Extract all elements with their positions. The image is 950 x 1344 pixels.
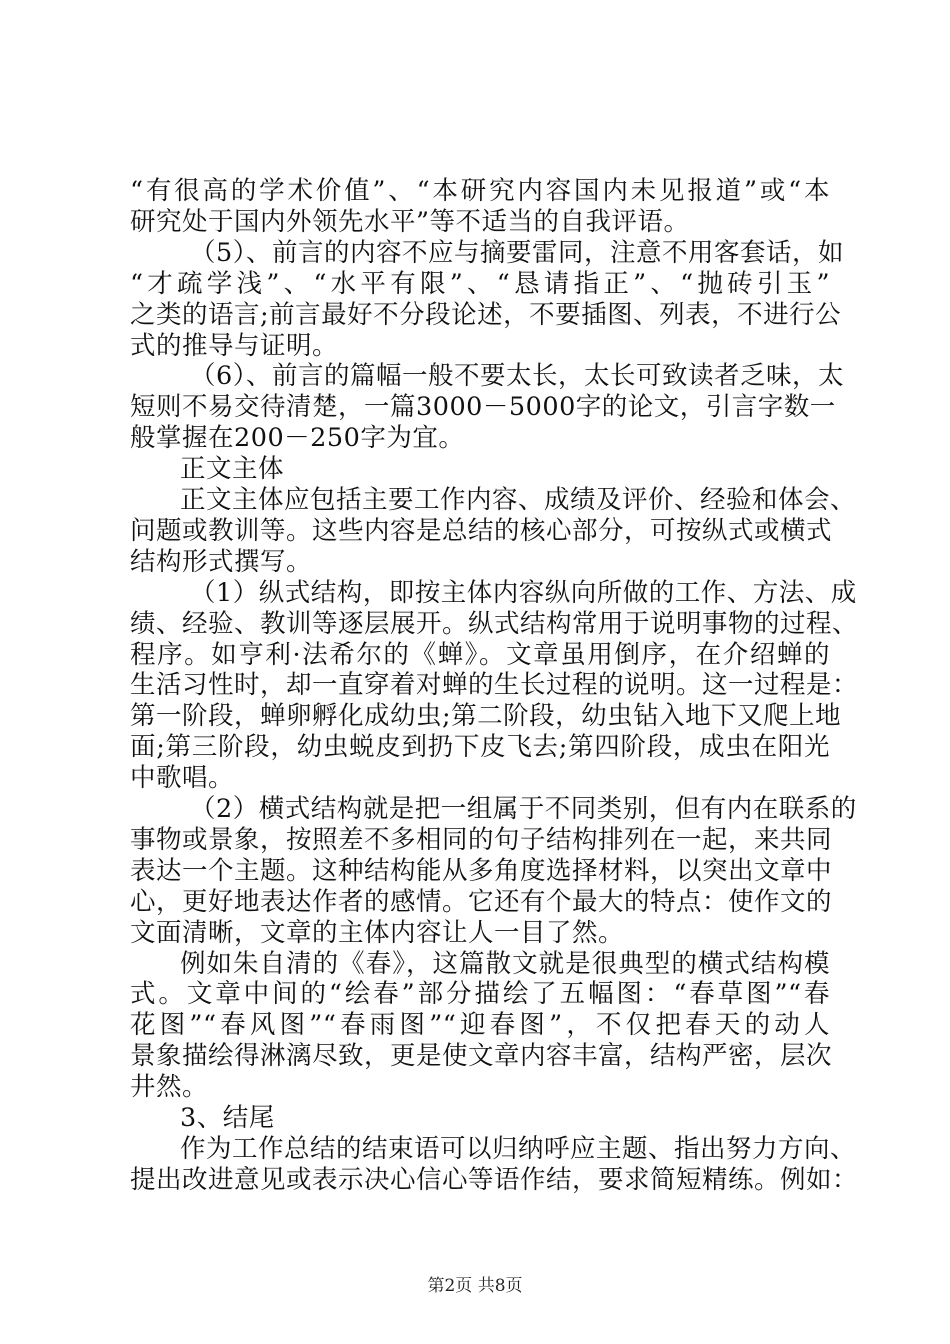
text-line: 式。文章中间的“绘春”部分描绘了五幅图：“春草图”“春: [130, 979, 830, 1010]
text-line: 第一阶段，蝉卵孵化成幼虫;第二阶段，幼虫钻入地下又爬上地: [130, 701, 842, 732]
text-line: 程序。如亨利·法希尔的《蝉》。文章虽用倒序，在介绍蝉的: [130, 639, 830, 670]
text-line: 文面清晰，文章的主体内容让人一目了然。: [130, 917, 625, 948]
text-line: “才疏学浅”、“水平有限”、“恳请指正”、“抛砖引玉”: [130, 268, 830, 299]
text-line: 表达一个主题。这种结构能从多角度选择材料，以突出文章中: [130, 855, 833, 886]
text-line: 般掌握在200－250字为宜。: [130, 423, 465, 454]
text-line: 例如朱自清的《春》，这篇散文就是很典型的横式结构模: [180, 948, 830, 979]
text-line: 花图”“春风图”“春雨图”“迎春图”，不仅把春天的动人: [130, 1010, 830, 1041]
text-line: 短则不易交待清楚，一篇3000－5000字的论文，引言字数一: [130, 392, 836, 423]
text-line: 结构形式撰写。: [130, 546, 313, 577]
text-line: 生活习性时，却一直穿着对蝉的生长过程的说明。这一过程是：: [130, 670, 859, 701]
text-line: 式的推导与证明。: [130, 330, 339, 361]
text-line: （5）、前言的内容不应与摘要雷同，注意不用客套话，如: [190, 237, 844, 268]
text-line: “有很高的学术价值”、“本研究内容国内未见报道”或“本: [130, 176, 830, 206]
text-line: 正文主体应包括主要工作内容、成绩及评价、经验和体会、: [180, 485, 857, 515]
text-line: 井然。: [130, 1072, 209, 1103]
text-line: 面;第三阶段，幼虫蜕皮到扔下皮飞去;第四阶段，成虫在阳光: [130, 732, 830, 763]
text-line: 问题或教训等。这些内容是总结的核心部分，可按纵式或横式: [130, 515, 833, 546]
text-line: 之类的语言;前言最好不分段论述，不要插图、列表，不进行公: [130, 299, 842, 330]
text-line: 提出改进意见或表示决心信心等语作结，要求简短精练。例如：: [130, 1164, 859, 1195]
text-line: （1）纵式结构，即按主体内容纵向所做的工作、方法、成: [190, 577, 857, 608]
text-line: （2）横式结构就是把一组属于不同类别，但有内在联系的: [190, 794, 857, 824]
text-line: 中歌唱。: [130, 763, 235, 794]
page-footer: 第2页 共8页: [427, 1276, 523, 1296]
text-line: （6）、前言的篇幅一般不要太长，太长可致读者乏味，太: [190, 361, 844, 392]
text-line: 作为工作总结的结束语可以归纳呼应主题、指出努力方向、: [180, 1133, 857, 1164]
text-line: 景象描绘得淋漓尽致，更是使文章内容丰富，结构严密，层次: [130, 1041, 833, 1072]
text-line: 研究处于国内外领先水平”等不适当的自我评语。: [130, 206, 690, 237]
text-line: 心，更好地表达作者的感情。它还有个最大的特点：使作文的: [130, 886, 833, 917]
text-line: 事物或景象，按照差不多相同的句子结构排列在一起，来共同: [130, 824, 833, 855]
text-line: 3、结尾: [180, 1103, 275, 1133]
text-line: 绩、经验、教训等逐层展开。纵式结构常用于说明事物的过程、: [130, 608, 859, 639]
text-line: 正文主体: [180, 454, 285, 485]
